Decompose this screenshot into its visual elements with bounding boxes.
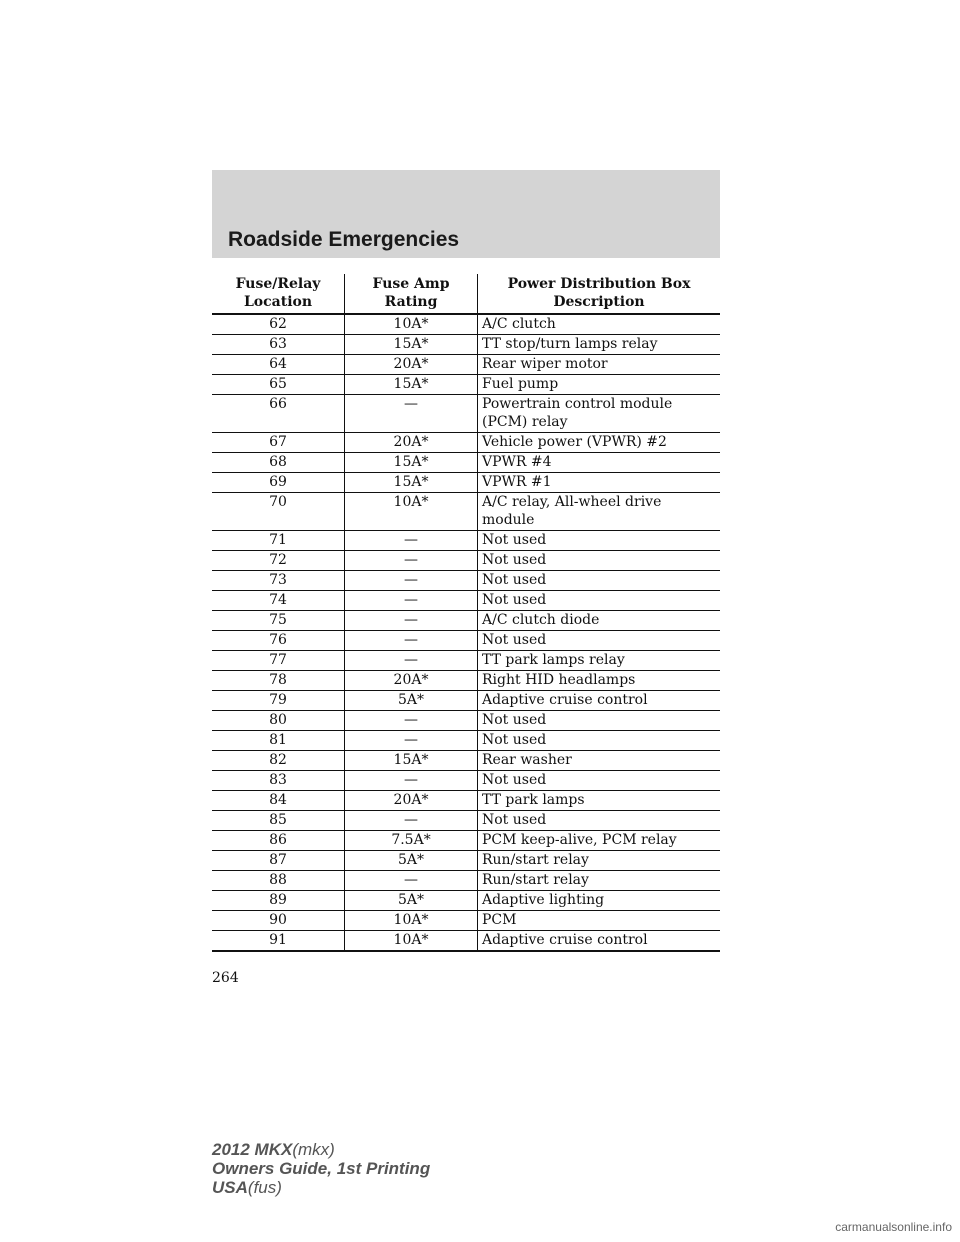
table-row [212,531,720,551]
table-row [212,395,720,433]
fuse-amp-cell: — [345,611,478,631]
fuse-amp-cell: 5A* [345,891,478,911]
fuse-amp-cell: 10A* [345,493,478,531]
fuse-amp-cell: 7.5A* [345,831,478,851]
footer-model: 2012 MKX [212,1140,293,1159]
fuse-description-cell: VPWR #4 [478,453,721,473]
fuse-description-cell: Adaptive lighting [478,891,721,911]
footer-model-code: (mkx) [292,1140,335,1159]
table-row [212,731,720,751]
fuse-description-cell: Run/start relay [478,851,721,871]
fuse-location-cell: 72 [212,551,345,571]
fuse-amp-cell: 15A* [345,751,478,771]
fuse-location-cell: 63 [212,335,345,355]
fuse-location-cell: 83 [212,771,345,791]
table-row [212,335,720,355]
table-row [212,691,720,711]
fuse-location-cell: 79 [212,691,345,711]
fuse-amp-cell: 15A* [345,375,478,395]
fuse-location-cell: 81 [212,731,345,751]
fuse-description-cell: Not used [478,811,721,831]
print-footer [212,1140,430,1197]
fuse-description-cell: PCM [478,911,721,931]
fuse-description-cell: Not used [478,591,721,611]
fuse-description-cell: Not used [478,731,721,751]
fuse-amp-cell: 20A* [345,671,478,691]
table-row [212,551,720,571]
fuse-description-cell: A/C clutch diode [478,611,721,631]
fuse-amp-cell: 20A* [345,791,478,811]
fuse-location-cell: 84 [212,791,345,811]
fuse-amp-cell: — [345,551,478,571]
fuse-location-cell: 89 [212,891,345,911]
fuse-amp-cell: — [345,395,478,433]
table-row [212,831,720,851]
fuse-description-cell: TT park lamps [478,791,721,811]
fuse-description-cell: Not used [478,571,721,591]
table-row [212,771,720,791]
fuse-amp-cell: 15A* [345,335,478,355]
watermark: carmanualsonline.info [835,1220,952,1234]
fuse-description-cell: Adaptive cruise control [478,691,721,711]
table-row [212,791,720,811]
fuse-description-cell: Not used [478,631,721,651]
fuse-description-cell: Right HID headlamps [478,671,721,691]
fuse-amp-cell: — [345,771,478,791]
table-row [212,591,720,611]
table-row [212,751,720,771]
footer-market: USA [212,1178,248,1197]
table-row [212,571,720,591]
fuse-location-cell: 91 [212,931,345,952]
fuse-description-cell: Powertrain control module (PCM) relay [478,395,721,433]
fuse-amp-cell: — [345,531,478,551]
table-row [212,911,720,931]
fuse-location-cell: 65 [212,375,345,395]
table-row [212,711,720,731]
table-row [212,611,720,631]
fuse-location-cell: 87 [212,851,345,871]
fuse-location-cell: 73 [212,571,345,591]
fuse-table [212,274,720,952]
section-banner [212,170,720,258]
fuse-location-cell: 75 [212,611,345,631]
fuse-amp-cell: — [345,811,478,831]
fuse-amp-cell: — [345,591,478,611]
table-row [212,931,720,952]
fuse-description-cell: A/C relay, All-wheel drive module [478,493,721,531]
fuse-location-cell: 88 [212,871,345,891]
table-row [212,871,720,891]
column-header-description: Power Distribution Box Description [478,274,721,314]
fuse-location-cell: 64 [212,355,345,375]
table-row [212,375,720,395]
fuse-location-cell: 74 [212,591,345,611]
table-row [212,433,720,453]
table-row [212,453,720,473]
fuse-amp-cell: — [345,731,478,751]
fuse-location-cell: 86 [212,831,345,851]
fuse-location-cell: 66 [212,395,345,433]
fuse-description-cell: TT park lamps relay [478,651,721,671]
table-row [212,811,720,831]
fuse-description-cell: Not used [478,711,721,731]
fuse-location-cell: 69 [212,473,345,493]
fuse-location-cell: 90 [212,911,345,931]
table-row [212,651,720,671]
fuse-description-cell: Vehicle power (VPWR) #2 [478,433,721,453]
fuse-amp-cell: 15A* [345,453,478,473]
fuse-description-cell: Adaptive cruise control [478,931,721,952]
table-row [212,355,720,375]
fuse-description-cell: Rear wiper motor [478,355,721,375]
fuse-description-cell: Fuel pump [478,375,721,395]
fuse-amp-cell: — [345,571,478,591]
table-header-row [212,274,720,314]
table-row [212,851,720,871]
fuse-amp-cell: — [345,631,478,651]
fuse-location-cell: 67 [212,433,345,453]
fuse-location-cell: 85 [212,811,345,831]
page-number: 264 [212,970,239,986]
table-row [212,493,720,531]
table-row [212,473,720,493]
fuse-amp-cell: — [345,871,478,891]
footer-edition: Owners Guide, 1st Printing [212,1159,431,1178]
fuse-amp-cell: 5A* [345,851,478,871]
table-row [212,631,720,651]
fuse-location-cell: 68 [212,453,345,473]
fuse-location-cell: 76 [212,631,345,651]
fuse-amp-cell: 10A* [345,911,478,931]
fuse-description-cell: Rear washer [478,751,721,771]
fuse-description-cell: Not used [478,771,721,791]
fuse-location-cell: 70 [212,493,345,531]
fuse-location-cell: 62 [212,314,345,335]
column-header-amp-rating: Fuse Amp Rating [345,274,478,314]
fuse-amp-cell: 10A* [345,931,478,952]
fuse-location-cell: 71 [212,531,345,551]
fuse-amp-cell: 20A* [345,433,478,453]
column-header-location: Fuse/Relay Location [212,274,345,314]
fuse-description-cell: A/C clutch [478,314,721,335]
fuse-description-cell: PCM keep-alive, PCM relay [478,831,721,851]
table-row [212,671,720,691]
fuse-description-cell: VPWR #1 [478,473,721,493]
table-row [212,314,720,335]
fuse-amp-cell: 20A* [345,355,478,375]
fuse-amp-cell: 10A* [345,314,478,335]
fuse-description-cell: Not used [478,531,721,551]
fuse-location-cell: 77 [212,651,345,671]
fuse-amp-cell: — [345,711,478,731]
fuse-amp-cell: 5A* [345,691,478,711]
fuse-location-cell: 82 [212,751,345,771]
fuse-amp-cell: 15A* [345,473,478,493]
fuse-description-cell: Run/start relay [478,871,721,891]
table-row [212,891,720,911]
fuse-description-cell: Not used [478,551,721,571]
fuse-description-cell: TT stop/turn lamps relay [478,335,721,355]
fuse-amp-cell: — [345,651,478,671]
section-title: Roadside Emergencies [228,228,460,251]
fuse-location-cell: 78 [212,671,345,691]
fuse-table-body [212,314,720,951]
footer-market-code: (fus) [247,1178,282,1197]
fuse-location-cell: 80 [212,711,345,731]
